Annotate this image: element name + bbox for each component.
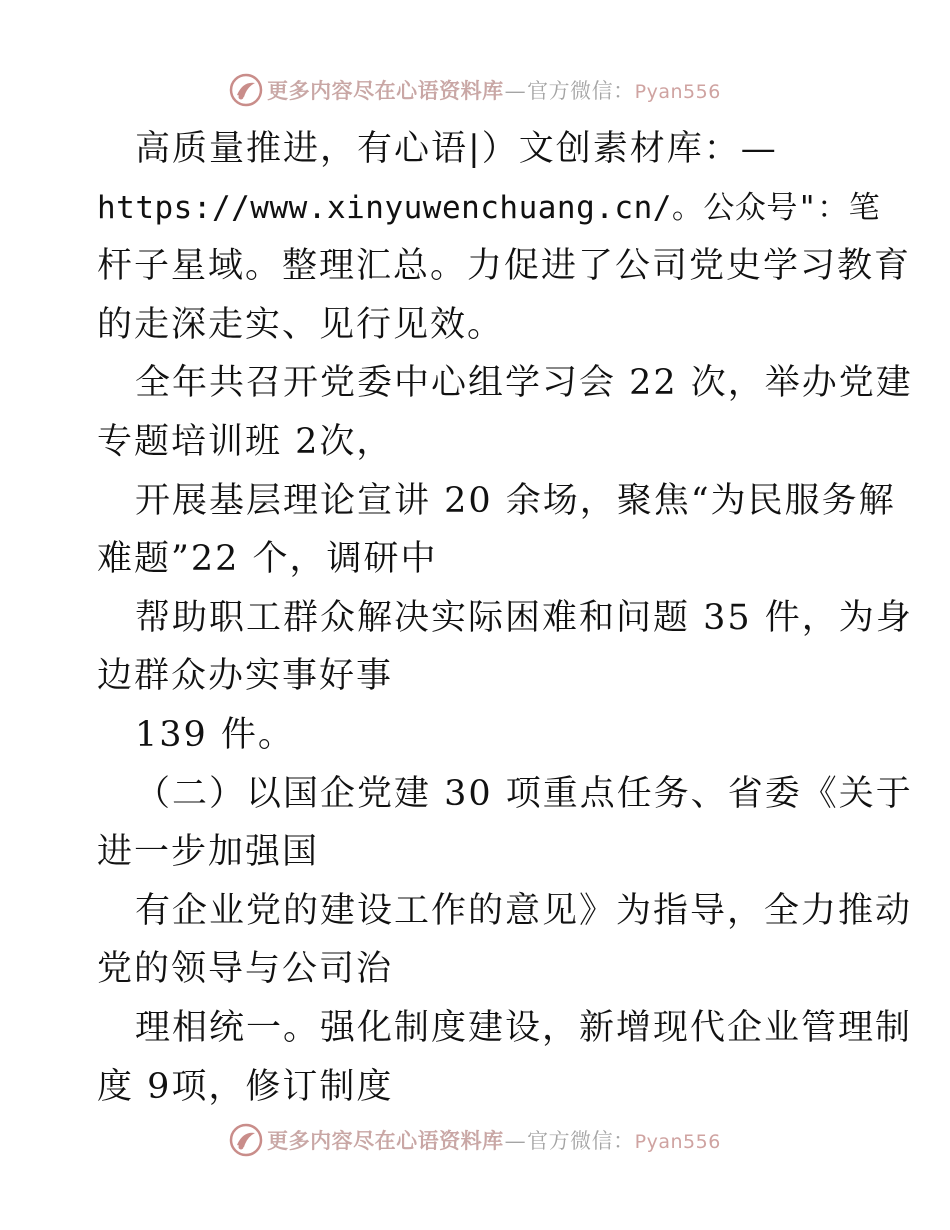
brand-logo-icon <box>229 1123 263 1157</box>
text-line: https://www.xinyuwenchuang.cn/。公众号"：笔 <box>97 189 881 226</box>
brand-logo-icon <box>229 73 263 107</box>
watermark-text <box>267 1125 721 1155</box>
watermark-dash: — <box>504 1129 527 1153</box>
watermark-wechat-id: Pyan556 <box>634 81 721 103</box>
text-line: 的走深走实、见行见效。 <box>97 304 505 345</box>
text-line: 理相统一。强化制度建设，新增现代企业管理制 <box>135 1007 913 1048</box>
footer-watermark-banner <box>0 1120 950 1160</box>
document-body <box>97 120 913 1116</box>
text-line: 高质量推进，有心语|）文创素材库：— <box>135 129 778 169</box>
text-line: 139 件。 <box>135 714 295 755</box>
watermark-dash: — <box>504 79 527 103</box>
text-line: 进一步加强国 <box>97 832 320 873</box>
watermark-main: 更多内容尽在心语资料库 <box>267 1128 504 1153</box>
watermark-text <box>267 75 721 105</box>
watermark-wechat-id: Pyan556 <box>634 1131 721 1153</box>
text-line: 全年共召开党委中心组学习会 22 次，举办党建 <box>135 363 913 404</box>
text-line: 专题培训班 2次， <box>97 421 394 462</box>
text-line: 难题”22 个，调研中 <box>97 539 438 580</box>
text-line: 度 9项，修订制度 <box>97 1066 394 1107</box>
text-line: 有企业党的建设工作的意见》为指导，全力推动 <box>135 890 913 931</box>
text-line: 边群众办实事好事 <box>97 656 394 697</box>
watermark-wechat-label: 官方微信： <box>527 79 635 103</box>
text-line: 开展基层理论宣讲 20 余场，聚焦“为民服务解 <box>135 480 896 521</box>
text-line: 帮助职工群众解决实际困难和问题 35 件，为身 <box>135 597 913 638</box>
text-line: 党的领导与公司治 <box>97 949 394 990</box>
watermark-wechat-label: 官方微信： <box>527 1129 635 1153</box>
text-line: （二）以国企党建 30 项重点任务、省委《关于 <box>135 773 913 814</box>
watermark-main: 更多内容尽在心语资料库 <box>267 78 504 103</box>
header-watermark-banner <box>0 70 950 110</box>
text-line: 杆子星域。整理汇总。力促进了公司党史学习教育 <box>97 246 912 287</box>
